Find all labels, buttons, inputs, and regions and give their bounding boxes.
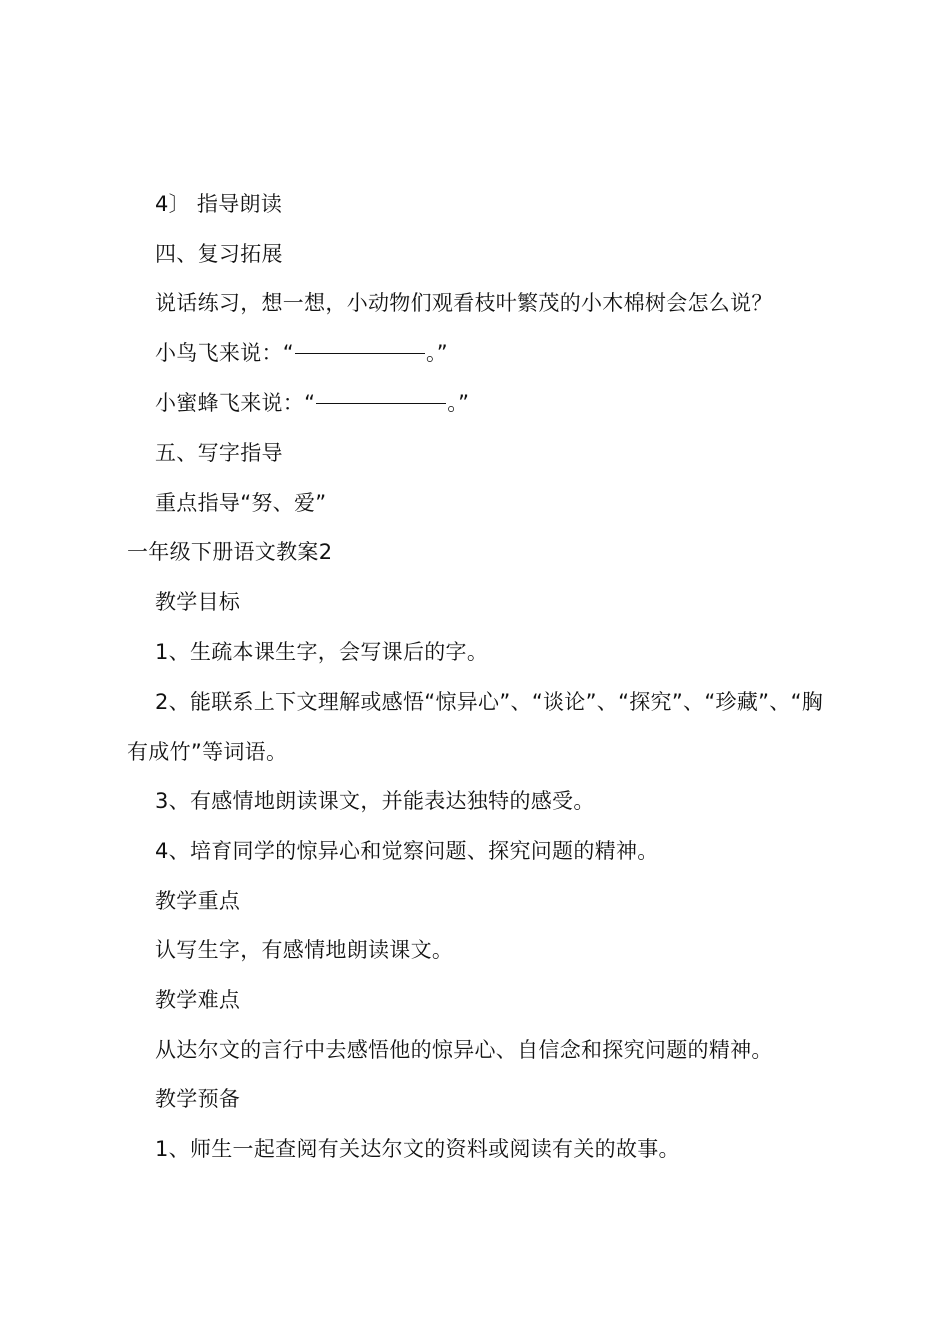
preparation-item-1: 1、师生一起查阅有关达尔文的资料或阅读有关的故事。 [155, 1137, 680, 1161]
heading-teaching-preparation: 教学预备 [155, 1087, 241, 1111]
goal-item-3: 3、有感情地朗读课文，并能表达独特的感受。 [155, 789, 595, 813]
fill-blank-bird-prefix: 小鸟飞来说：“ [155, 341, 294, 365]
writing-focus: 重点指导“努、爱” [155, 491, 327, 515]
blank-line [295, 353, 425, 354]
heading-teaching-focus: 教学重点 [155, 889, 241, 913]
fill-blank-bird [155, 339, 448, 367]
fill-blank-bird-suffix: 。” [425, 341, 448, 365]
goal-item-2: 2、能联系上下文理解或感悟“惊异心”、“谈论”、“探究”、“珍藏”、“胸 [155, 690, 824, 714]
fill-blank-bee-prefix: 小蜜蜂飞来说：“ [155, 391, 316, 415]
goal-item-2-continued: 有成竹”等词语。 [127, 740, 288, 764]
lesson-plan-title: 一年级下册语文教案2 [127, 540, 333, 564]
teaching-focus-text: 认写生字，有感情地朗读课文。 [155, 938, 454, 962]
reading-guidance-item: 4〕 指导朗读 [155, 192, 283, 216]
fill-blank-bee [155, 389, 469, 417]
teaching-difficulty-text: 从达尔文的言行中去感悟他的惊异心、自信念和探究问题的精神。 [155, 1038, 773, 1062]
fill-blank-bee-suffix: 。” [447, 391, 470, 415]
blank-line [316, 403, 446, 404]
speaking-practice-prompt: 说话练习，想一想，小动物们观看枝叶繁茂的小木棉树会怎么说？ [155, 291, 773, 315]
goal-item-1: 1、生疏本课生字，会写课后的字。 [155, 640, 489, 664]
section-heading-writing: 五、写字指导 [155, 441, 283, 465]
heading-teaching-difficulty: 教学难点 [155, 988, 241, 1012]
heading-teaching-goals: 教学目标 [155, 590, 241, 614]
goal-item-4: 4、培育同学的惊异心和觉察问题、探究问题的精神。 [155, 839, 659, 863]
section-heading-review: 四、复习拓展 [155, 242, 283, 266]
